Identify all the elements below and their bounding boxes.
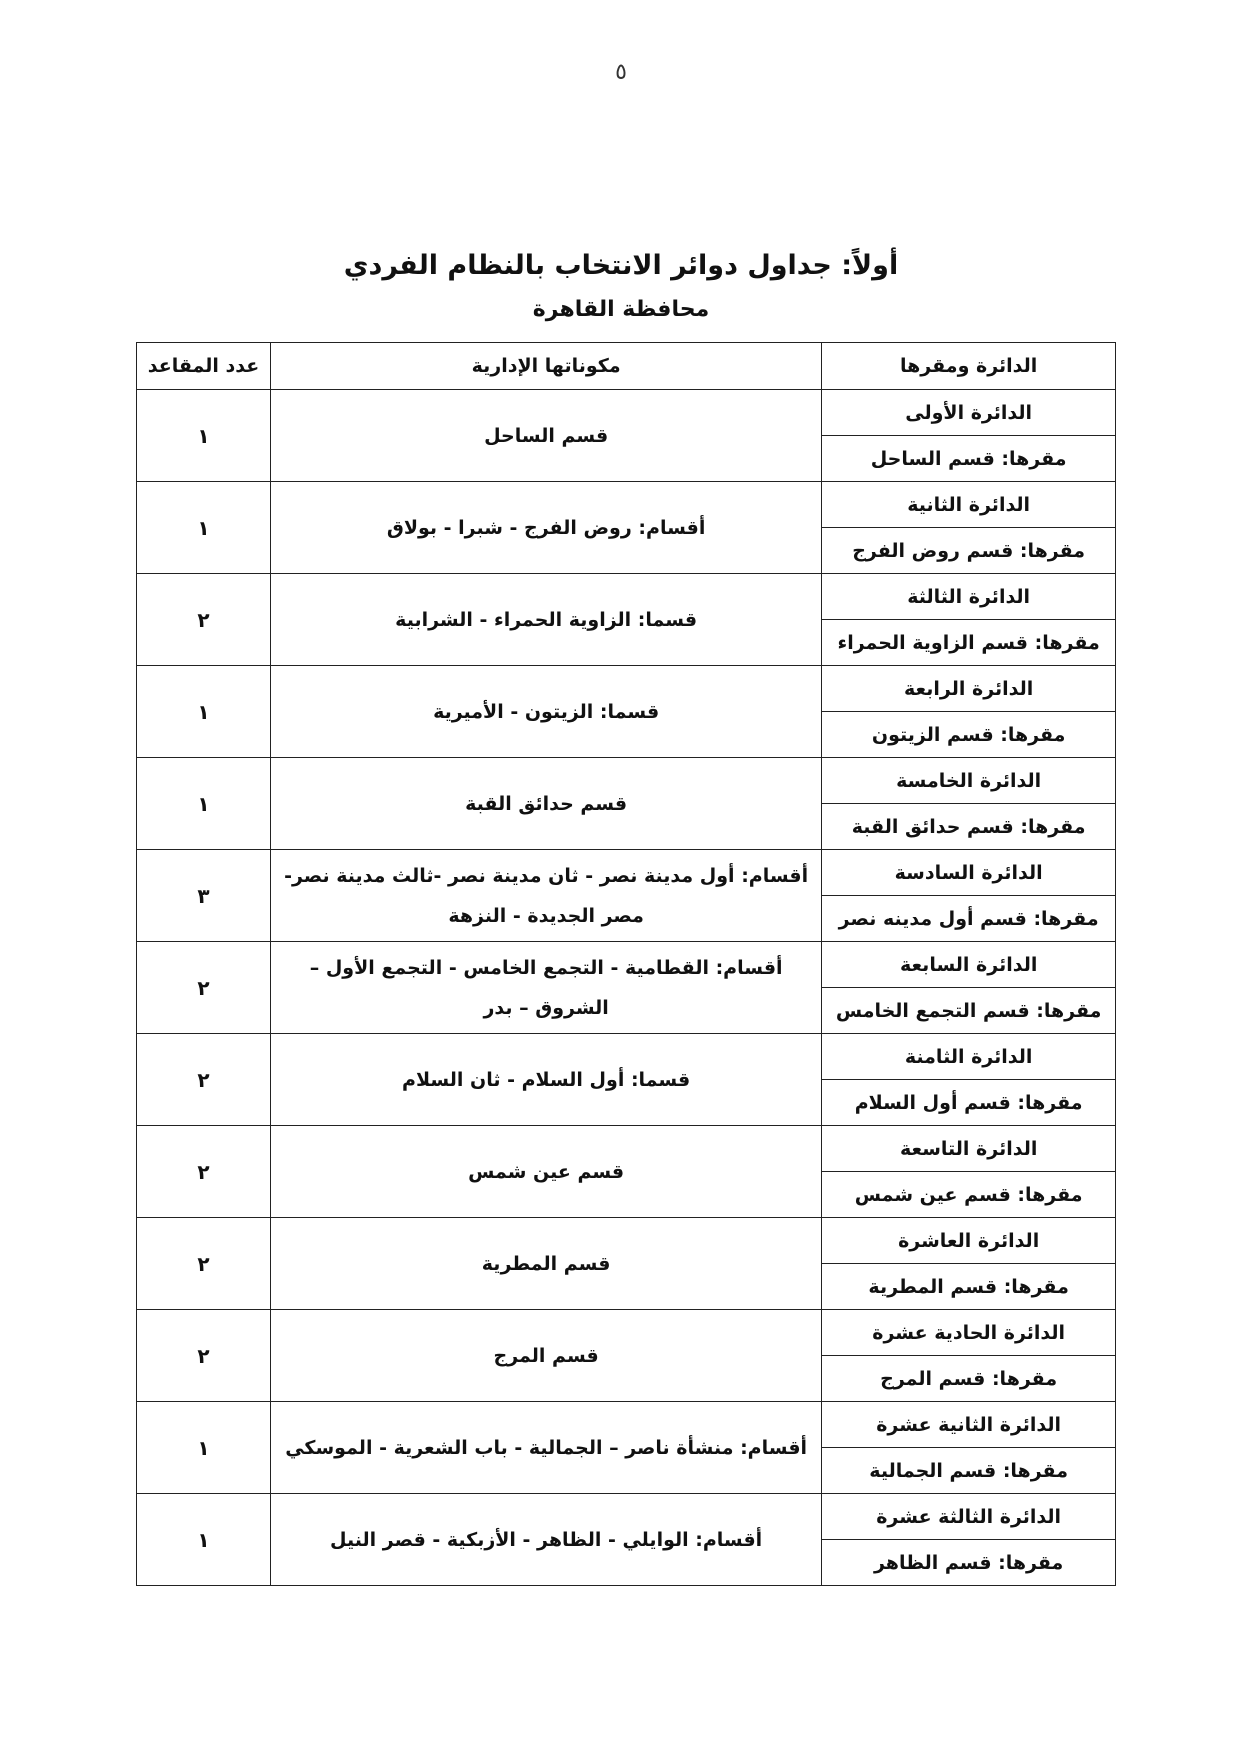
district-name: الدائرة الخامسة: [822, 758, 1116, 804]
table-header-row: [137, 343, 1116, 390]
district-seats: ٢: [137, 1126, 271, 1218]
table-row: [137, 850, 1116, 896]
header-district: الدائرة ومقرها: [822, 343, 1116, 390]
district-seats: ١: [137, 1494, 271, 1586]
district-seats: ٢: [137, 942, 271, 1034]
district-seats: ١: [137, 758, 271, 850]
table-row: [137, 1494, 1116, 1540]
district-components: أقسام: منشأة ناصر – الجمالية - باب الشعرية - الموسكي: [270, 1402, 821, 1494]
page-number: ٥: [615, 60, 627, 85]
table-row: [137, 390, 1116, 436]
table-row: [137, 1126, 1116, 1172]
district-headquarters: مقرها: قسم روض الفرج: [822, 528, 1116, 574]
header-seats: عدد المقاعد: [137, 343, 271, 390]
table-body: [137, 390, 1116, 1586]
district-components: قسما: الزاوية الحمراء - الشرابية: [270, 574, 821, 666]
district-headquarters: مقرها: قسم الزيتون: [822, 712, 1116, 758]
district-name: الدائرة العاشرة: [822, 1218, 1116, 1264]
district-components: قسم المرج: [270, 1310, 821, 1402]
district-seats: ٢: [137, 1034, 271, 1126]
district-components: قسما: الزيتون - الأميرية: [270, 666, 821, 758]
district-components: أقسام: القطامية - التجمع الخامس - التجمع الأول – الشروق – بدر: [270, 942, 821, 1034]
table-row: [137, 1402, 1116, 1448]
table-row: [137, 758, 1116, 804]
page-title: أولاً: جداول دوائر الانتخاب بالنظام الفردي: [343, 250, 899, 281]
district-headquarters: مقرها: قسم الساحل: [822, 436, 1116, 482]
table-row: [137, 1034, 1116, 1080]
district-headquarters: مقرها: قسم أول مدينه نصر: [822, 896, 1116, 942]
district-name: الدائرة السادسة: [822, 850, 1116, 896]
district-headquarters: مقرها: قسم عين شمس: [822, 1172, 1116, 1218]
table-row: [137, 1218, 1116, 1264]
district-seats: ٣: [137, 850, 271, 942]
district-components: أقسام: روض الفرج - شبرا - بولاق: [270, 482, 821, 574]
district-name: الدائرة الأولى: [822, 390, 1116, 436]
district-name: الدائرة الثانية: [822, 482, 1116, 528]
district-seats: ١: [137, 390, 271, 482]
district-headquarters: مقرها: قسم التجمع الخامس: [822, 988, 1116, 1034]
district-components: قسم المطرية: [270, 1218, 821, 1310]
district-headquarters: مقرها: قسم الزاوية الحمراء: [822, 620, 1116, 666]
district-components: أقسام: الوايلي - الظاهر - الأزبكية - قصر النيل: [270, 1494, 821, 1586]
district-name: الدائرة السابعة: [822, 942, 1116, 988]
table-row: [137, 942, 1116, 988]
page-subtitle: محافظة القاهرة: [532, 297, 710, 322]
districts-table: [136, 342, 1116, 1586]
district-headquarters: مقرها: قسم المرج: [822, 1356, 1116, 1402]
district-seats: ١: [137, 482, 271, 574]
district-headquarters: مقرها: قسم الجمالية: [822, 1448, 1116, 1494]
district-seats: ٢: [137, 1310, 271, 1402]
district-name: الدائرة الحادية عشرة: [822, 1310, 1116, 1356]
header-components: مكوناتها الإدارية: [270, 343, 821, 390]
district-headquarters: مقرها: قسم حدائق القبة: [822, 804, 1116, 850]
district-seats: ١: [137, 666, 271, 758]
district-headquarters: مقرها: قسم المطرية: [822, 1264, 1116, 1310]
district-name: الدائرة الثانية عشرة: [822, 1402, 1116, 1448]
district-headquarters: مقرها: قسم أول السلام: [822, 1080, 1116, 1126]
table-row: [137, 574, 1116, 620]
district-name: الدائرة الرابعة: [822, 666, 1116, 712]
table-row: [137, 482, 1116, 528]
district-components: قسم الساحل: [270, 390, 821, 482]
table-row: [137, 666, 1116, 712]
district-components: قسم حدائق القبة: [270, 758, 821, 850]
district-seats: ٢: [137, 574, 271, 666]
district-headquarters: مقرها: قسم الظاهر: [822, 1540, 1116, 1586]
district-seats: ١: [137, 1402, 271, 1494]
table-row: [137, 1310, 1116, 1356]
district-components: قسما: أول السلام - ثان السلام: [270, 1034, 821, 1126]
district-seats: ٢: [137, 1218, 271, 1310]
district-name: الدائرة التاسعة: [822, 1126, 1116, 1172]
district-components: قسم عين شمس: [270, 1126, 821, 1218]
district-components: أقسام: أول مدينة نصر - ثان مدينة نصر -ثالث مدينة نصر- مصر الجديدة - النزهة: [270, 850, 821, 942]
district-name: الدائرة الثالثة عشرة: [822, 1494, 1116, 1540]
district-name: الدائرة الثالثة: [822, 574, 1116, 620]
district-name: الدائرة الثامنة: [822, 1034, 1116, 1080]
